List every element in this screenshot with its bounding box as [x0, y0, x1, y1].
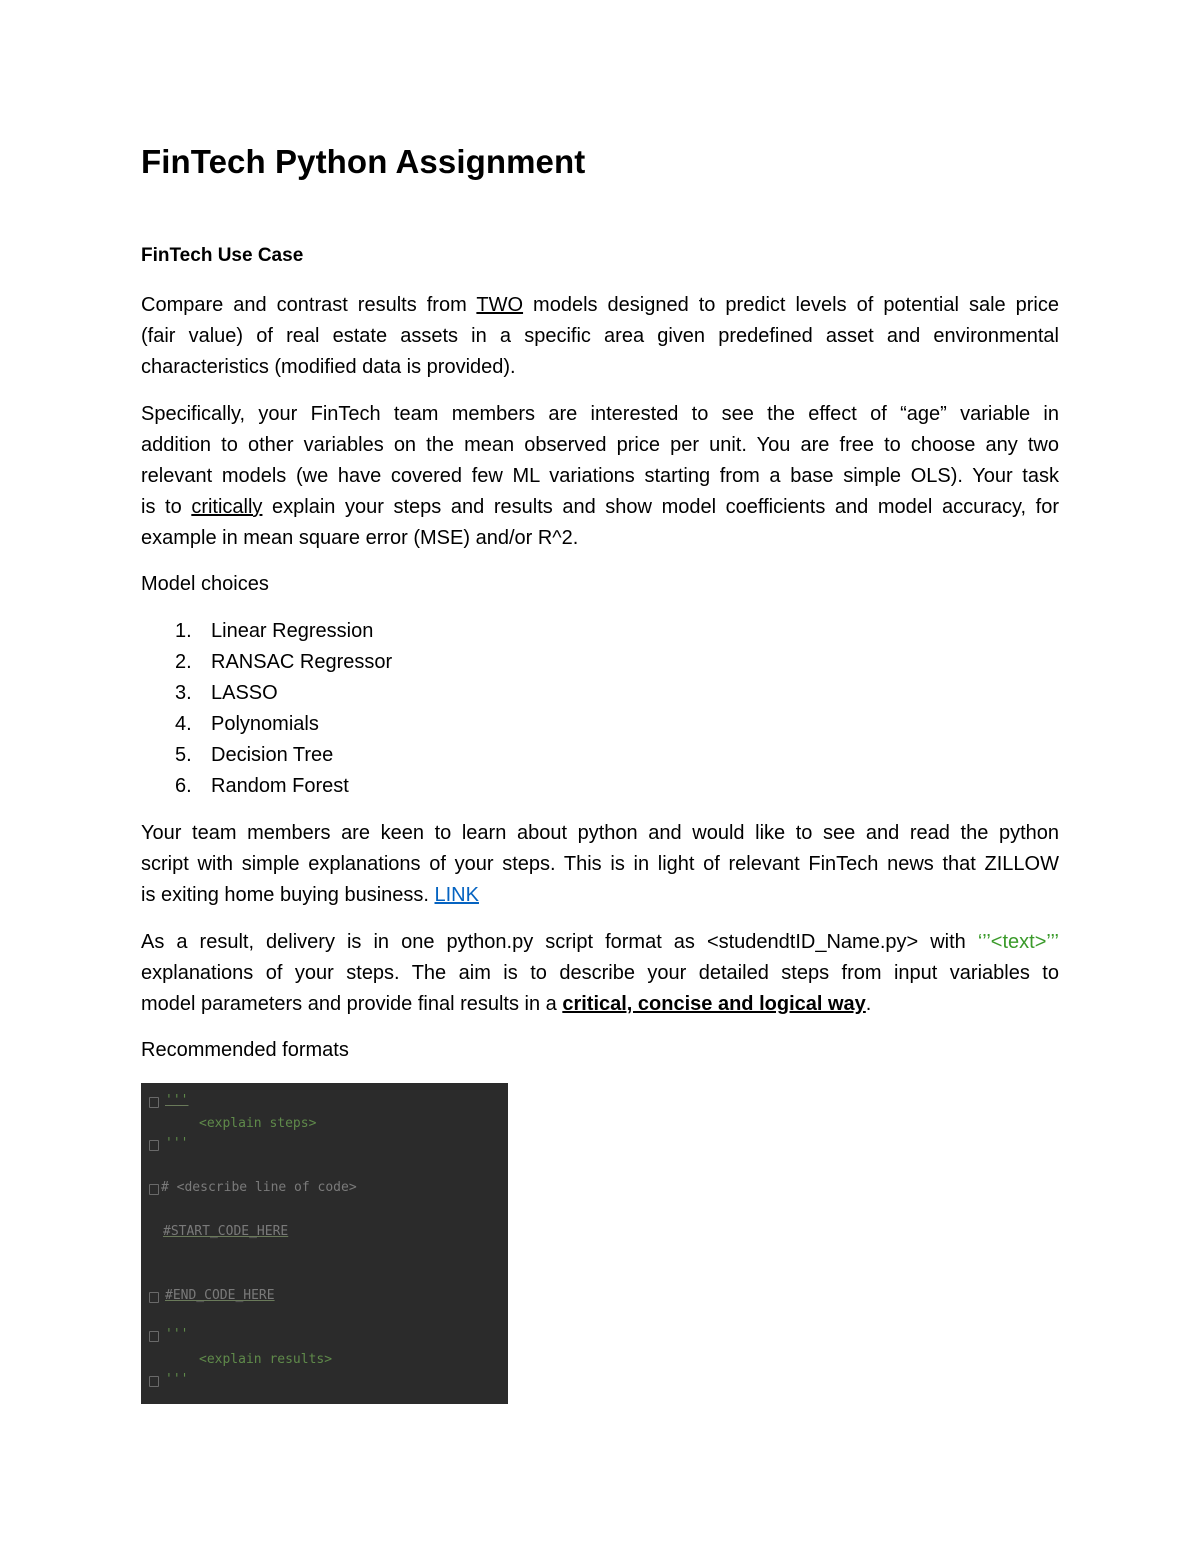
paragraph-team-members	[141, 818, 1059, 911]
text-line	[141, 290, 1059, 321]
text-line: script with simple explanations of your steps. This is in light of relevant FinTech news that ZILLOW	[141, 853, 1059, 875]
list-text: Linear Regression	[211, 620, 374, 642]
code-explain-results: <explain results>	[199, 1352, 333, 1367]
text-line	[141, 492, 1059, 523]
list-number: 6.	[175, 775, 192, 797]
list-number: 1.	[175, 620, 192, 642]
fold-marker-icon	[149, 1140, 159, 1151]
text-line: (fair value) of real estate assets in a specific area given predefined asset and environmental	[141, 325, 1059, 347]
emphasis-critical-way: critical, concise and logical way	[562, 993, 866, 1015]
list-number: 5.	[175, 744, 192, 766]
text-span: is to	[141, 496, 192, 518]
code-docstring-open: '''	[165, 1093, 189, 1108]
list-number: 3.	[175, 682, 192, 704]
docstring-quote-text: ‘’’<text>’’’	[977, 931, 1059, 953]
list-text: RANSAC Regressor	[211, 651, 393, 673]
fold-marker-icon	[149, 1376, 159, 1387]
text-line: Recommended formats	[141, 1039, 349, 1061]
code-end-marker: #END_CODE_HERE	[165, 1288, 275, 1303]
text-line: Model choices	[141, 573, 269, 595]
text-span: As a result, delivery is in one python.py script format as <studendtID_Name.py> with	[141, 931, 978, 953]
paragraph-delivery	[141, 927, 1059, 1020]
list-text: Decision Tree	[211, 744, 334, 766]
text-line: addition to other variables on the mean observed price per unit. You are free to choose any two	[141, 434, 1059, 456]
recommended-formats-label	[141, 1035, 1059, 1066]
list-number: 2.	[175, 651, 192, 673]
text-line: example in mean square error (MSE) and/or R^2.	[141, 527, 579, 549]
text-span: model parameters and provide final results in a	[141, 993, 563, 1015]
emphasis-critically: critically	[191, 496, 263, 518]
text-span: models designed to predict levels of potential sale price	[523, 294, 1059, 316]
text-line	[141, 927, 1059, 958]
paragraph-use-case	[141, 290, 1059, 383]
code-docstring-close: '''	[165, 1136, 189, 1151]
text-line: explanations of your steps. The aim is to describe your detailed steps from input variables to	[141, 962, 1059, 984]
code-format-screenshot	[141, 1083, 508, 1404]
fold-marker-icon	[149, 1292, 159, 1303]
text-line: Specifically, your FinTech team members are interested to see the effect of “age” variable in	[141, 403, 1059, 425]
fold-marker-icon	[149, 1097, 159, 1108]
list-text: Polynomials	[211, 713, 319, 735]
page-title: FinTech Python Assignment	[141, 143, 586, 180]
list-text: Random Forest	[211, 775, 349, 797]
text-line: characteristics (modified data is provided).	[141, 356, 516, 378]
emphasis-two: TWO	[476, 294, 524, 316]
paragraph-specifically	[141, 399, 1059, 554]
fold-marker-icon	[149, 1184, 159, 1195]
code-explain-steps: <explain steps>	[199, 1116, 317, 1131]
list-text: LASSO	[211, 682, 278, 704]
text-span: is exiting home buying business.	[141, 884, 435, 906]
text-line: Your team members are keen to learn about python and would like to see and read the python	[141, 822, 1059, 844]
list-number: 4.	[175, 713, 192, 735]
code-start-marker: #START_CODE_HERE	[163, 1224, 289, 1239]
text-span: explain your steps and results and show model coefficients and model accuracy, for	[262, 496, 1059, 518]
use-case-heading: FinTech Use Case	[141, 245, 304, 266]
text-line	[141, 880, 1059, 911]
text-span: Compare and contrast results from	[141, 294, 477, 316]
fold-marker-icon	[149, 1331, 159, 1342]
text-line: relevant models (we have covered few ML variations starting from a base simple OLS). Your task	[141, 465, 1059, 487]
code-docstring-open: '''	[165, 1327, 189, 1342]
text-line	[141, 989, 1059, 1020]
zillow-news-link[interactable]: LINK	[434, 884, 479, 906]
model-choices-label	[141, 569, 1059, 600]
code-docstring-close: '''	[165, 1372, 189, 1387]
code-describe-line: # <describe line of code>	[161, 1180, 357, 1195]
text-span: .	[865, 993, 872, 1015]
